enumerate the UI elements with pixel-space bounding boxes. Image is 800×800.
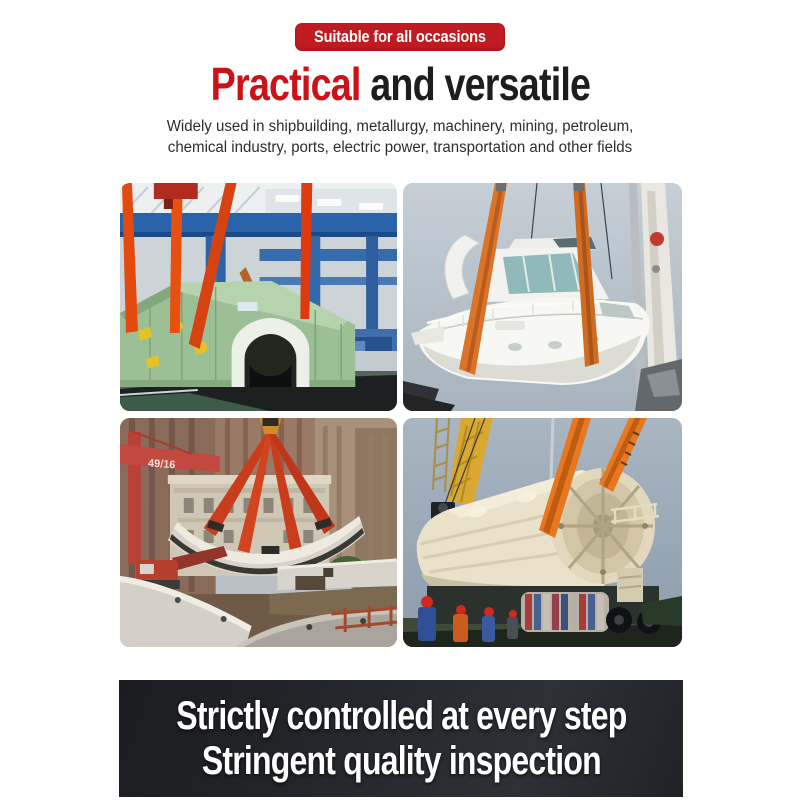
top-badge xyxy=(295,23,505,51)
segment-lift-illustration xyxy=(120,418,397,647)
title-highlight: Practical xyxy=(210,58,361,110)
photo-tank-wagon-lift xyxy=(403,418,682,647)
title-rest: and versatile xyxy=(360,58,590,110)
quality-banner xyxy=(119,680,683,797)
photo-grid xyxy=(120,183,682,647)
striped-cover xyxy=(521,592,609,632)
subtitle xyxy=(0,116,800,158)
top-badge-label: Suitable for all occasions xyxy=(314,27,486,46)
crane-capacity-label: 49/16 xyxy=(147,457,176,472)
quality-line-1: Strictly controlled at every step xyxy=(175,693,627,738)
photo-tunnel-segment-lift xyxy=(120,418,397,647)
wagon-lift-illustration xyxy=(403,418,682,647)
factory-lift-illustration xyxy=(120,183,397,411)
subtitle-line-1: Widely used in shipbuilding, metallurgy, machinery, mining, petroleum, xyxy=(166,118,634,135)
subtitle-line-2: chemical industry, ports, electric power, transportation and other fields xyxy=(167,139,633,156)
photo-yacht-lift xyxy=(403,183,682,411)
quality-line-2: Stringent quality inspection xyxy=(201,738,601,783)
yacht-lift-illustration xyxy=(403,183,682,411)
page-title xyxy=(0,57,800,111)
photo-factory-machine-lift xyxy=(120,183,397,411)
